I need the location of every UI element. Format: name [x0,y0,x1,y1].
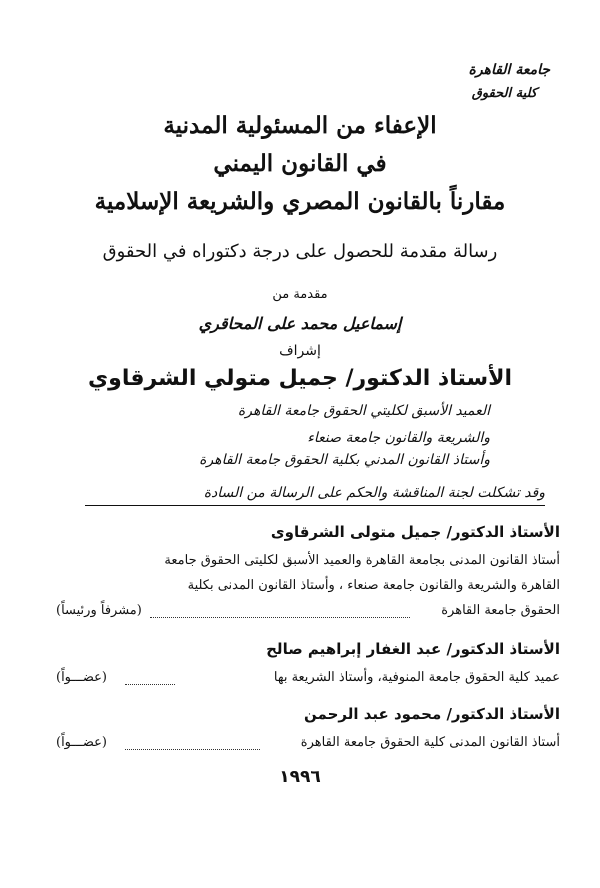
author-name: إسماعيل محمد على المحاقري [198,314,402,333]
member-1-desc-1: أستاذ القانون المدنى بجامعة القاهرة والعميد الأسبق لكليتى الحقوق جامعة [164,553,560,568]
member-3-dots [125,749,260,750]
title-line-3: مقارناً بالقانون المصري والشريعة الإسلامية [94,188,506,215]
title-line-1: الإعفاء من المسئولية المدنية [163,112,437,139]
supervisor-credential-2: والشريعة والقانون جامعة صنعاء [307,430,490,446]
year: ١٩٩٦ [279,767,321,787]
supervision-label: إشراف [279,343,321,359]
member-3-role: (عضـــواً) [56,735,107,750]
member-3-desc-1: أستاذ القانون المدنى كلية الحقوق جامعة القاهرة [300,735,560,750]
member-2-name: الأستاذ الدكتور/ عبد الغفار إبراهيم صالح [266,640,560,658]
member-1-desc-3: الحقوق جامعة القاهرة [441,603,560,618]
title-line-2: في القانون اليمني [213,150,387,177]
faculty-name: كلية الحقوق [471,86,537,101]
supervisor-name: الأستاذ الدكتور/ جميل متولي الشرقاوي [87,366,512,391]
university-name: جامعة القاهرة [468,62,550,78]
member-1-name: الأستاذ الدكتور/ جميل متولى الشرقاوى [270,523,560,541]
member-1-role: (مشرفاً ورئيساً) [56,603,142,618]
member-3-name: الأستاذ الدكتور/ محمود عبد الرحمن [304,705,560,723]
member-2-dots [125,684,175,685]
supervisor-credential-1: العميد الأسبق لكليتي الحقوق جامعة القاهرة [237,403,490,419]
committee-heading: وقد تشكلت لجنة المناقشة والحكم على الرسالة من السادة [203,485,545,501]
presented-by-label: مقدمة من [272,287,328,302]
member-2-role: (عضـــواً) [56,670,107,685]
supervisor-credential-3: وأستاذ القانون المدني بكلية الحقوق جامعة القاهرة [199,452,490,468]
thesis-statement: رسالة مقدمة للحصول على درجة دكتوراه في الحقوق [102,241,498,262]
member-1-desc-2: القاهرة والشريعة والقانون جامعة صنعاء ، وأستاذ القانون المدنى بكلية [187,578,560,593]
member-2-desc-1: عميد كلية الحقوق جامعة المنوفية، وأستاذ الشريعة بها [273,670,560,685]
committee-heading-underline [85,505,545,506]
member-1-dots [150,617,410,618]
